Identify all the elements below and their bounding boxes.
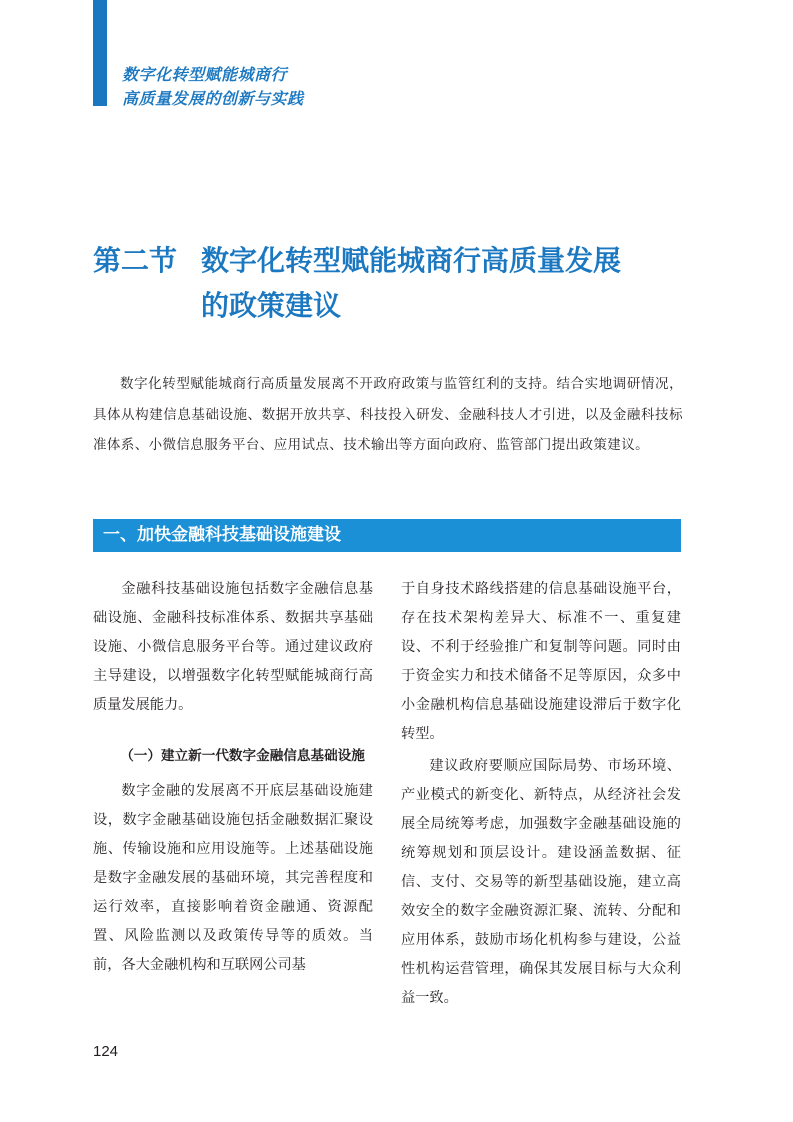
- section-number: 第二节: [93, 244, 178, 277]
- heading-band: [93, 519, 681, 552]
- running-header-line2: 高质量发展的创新与实践: [122, 89, 304, 108]
- running-header: [122, 63, 382, 111]
- running-header-line1: 数字化转型赋能城商行: [122, 65, 288, 84]
- section-title: [93, 238, 693, 328]
- right-paragraph-2: 建议政府要顺应国际局势、市场环境、产业模式的新变化、新特点，从经济社会发展全局统筹考虑，加强数字金融基础设施的统筹规划和顶层设计。建设涵盖数据、征信、支付、交易等的新型基础设施，建立高效安全的数字金融资源汇聚、流转、分配和应用体系，鼓励市场化机构参与建设，公益性机构运营管理，确保其发展目标与大众利益一致。: [401, 757, 681, 1007]
- section-title-line1: 数字化转型赋能城商行高质量发展: [201, 244, 622, 277]
- left-paragraph-2: 数字金融的发展离不开底层基础设施建设，数字金融基础设施包括金融数据汇聚设施、传输设施和应用设施等。上述基础设施是数字金融发展的基础环境，其完善程度和运行效率，直接影响着资金融通、资源配置、风险监测以及政策传导等的质效。当前，各大金融机构和互联网公司基: [93, 782, 373, 974]
- right-column: [401, 575, 681, 1013]
- sub-heading-1: （一）建立新一代数字金融信息基础设施: [120, 748, 365, 765]
- page-number: 124: [93, 1043, 119, 1060]
- header-accent-bar: [93, 0, 107, 106]
- left-column: [93, 575, 373, 980]
- section-title-line2: 的政策建议: [201, 289, 342, 322]
- right-paragraph-1: 于自身技术路线搭建的信息基础设施平台，存在技术架构差异大、标准不一、重复建设、不利于经验推广和复制等问题。同时由于资金实力和技术储备不足等原因，众多中小金融机构信息基础设施建设滞后于数字化转型。: [401, 581, 681, 743]
- left-paragraph-1: 金融科技基础设施包括数字金融信息基础设施、金融科技标准体系、数据共享基础设施、小微信息服务平台等。通过建议政府主导建设，以增强数字化转型赋能城商行高质量发展能力。: [93, 581, 373, 714]
- heading-1: 一、加快金融科技基础设施建设: [103, 525, 341, 545]
- intro-paragraph: 数字化转型赋能城商行高质量发展离不开政府政策与监管红利的支持。结合实地调研情况，具体从构建信息基础设施、数据开放共享、科技投入研发、金融科技人才引进，以及金融科技标准体系、小微信息服务平台、应用试点、技术输出等方面向政府、监管部门提出政策建议。: [93, 376, 683, 454]
